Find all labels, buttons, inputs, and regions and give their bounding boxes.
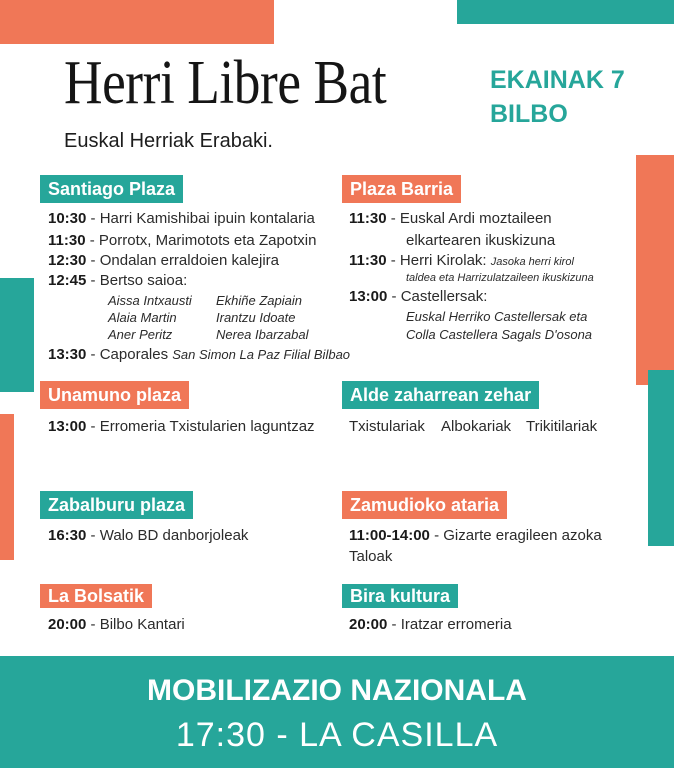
decor-block-top-left [0, 0, 274, 44]
item-text: Castellersak: [400, 288, 488, 305]
event-city: BILBO [490, 100, 568, 128]
decor-block-left-teal [0, 278, 34, 392]
bertsolari-name: Alaia Martin [108, 310, 177, 325]
item-text-continued: elkartearen ikuskizuna [406, 232, 556, 249]
item-text: Bilbo Kantari [99, 616, 185, 633]
group-name: Txistulariak [349, 418, 425, 435]
item-note-continued: Colla Castellera Sagals D'osona [406, 327, 593, 342]
section-title-zabalburu-plaza: Zabalburu plaza [40, 491, 193, 519]
schedule-item: 11:30 - Porrotx, Marimotots eta Zapotxin [48, 232, 317, 249]
item-time: 16:30 [48, 527, 87, 544]
page-subtitle: Euskal Herriak Erabaki. [64, 130, 273, 152]
schedule-item: 12:45 - Bertso saioa: [48, 272, 188, 289]
item-time: 12:30 [48, 252, 87, 269]
schedule-item: 20:00 - Bilbo Kantari [48, 616, 185, 633]
schedule-item: 11:30 - Herri Kirolak: Jasoka herri kirol [349, 252, 574, 269]
item-note: San Simon La Paz Filial Bilbao [172, 347, 351, 362]
item-time: 13:30 [48, 346, 87, 363]
item-text: Walo BD danborjoleak [99, 527, 249, 544]
schedule-item: 13:30 - Caporales San Simon La Paz Filial Bilbao [48, 346, 351, 363]
group-name: Trikitilariak [526, 418, 598, 435]
item-text: Bertso saioa: [99, 272, 188, 289]
section-title-la-bolsatik: La Bolsatik [40, 584, 152, 608]
decor-block-right-teal [648, 370, 674, 546]
bertsolari-name: Aner Peritz [108, 327, 173, 342]
footer-banner [0, 656, 674, 768]
item-note-continued: taldea eta Harrizulatzaileen ikuskizuna [406, 272, 594, 284]
item-time: 11:30 [349, 210, 387, 227]
item-time: 10:30 [48, 210, 87, 227]
item-text: Iratzar erromeria [400, 616, 512, 633]
item-time: 11:00-14:00 [349, 527, 430, 544]
decor-block-top-right [457, 0, 674, 24]
item-text: Porrotx, Marimotots eta Zapotxin [98, 232, 317, 249]
section-title-unamuno-plaza: Unamuno plaza [40, 381, 189, 409]
schedule-item: 13:00 - Erromeria Txistularien laguntzaz [48, 418, 315, 435]
schedule-item: 16:30 - Walo BD danborjoleak [48, 527, 249, 544]
section-title-zamudioko-ataria: Zamudioko ataria [342, 491, 507, 519]
group-name: Albokariak [441, 418, 512, 435]
bertsolari-name: Irantzu Idoate [216, 310, 296, 325]
item-note: Jasoka herri kirol [490, 256, 574, 268]
item-text: Gizarte eragileen azoka [443, 527, 602, 544]
item-text-continued: Taloak [349, 548, 393, 565]
schedule-item: 13:00 - Castellersak: [349, 288, 488, 305]
item-text: Euskal Ardi moztaileen [399, 210, 552, 227]
item-time: 20:00 [48, 616, 87, 633]
item-time: 13:00 [48, 418, 87, 435]
item-time: 12:45 [48, 272, 87, 289]
item-time: 13:00 [349, 288, 388, 305]
decor-block-right-coral [636, 155, 674, 385]
section-title-bira-kultura: Bira kultura [342, 584, 458, 608]
bertsolari-name: Ekhiñe Zapiain [216, 293, 302, 308]
schedule-item: 10:30 - Harri Kamishibai ipuin kontalaria [48, 210, 315, 227]
item-time: 11:30 [349, 252, 387, 269]
event-date: EKAINAK 7 [490, 66, 625, 94]
schedule-item: 12:30 - Ondalan erraldoien kalejira [48, 252, 279, 269]
schedule-item: 11:30 - Euskal Ardi moztaileen [349, 210, 552, 227]
schedule-item: 11:00-14:00 - Gizarte eragileen azoka [349, 527, 602, 544]
footer-time-place: 17:30 - LA CASILLA [175, 716, 499, 754]
decor-block-left-coral [0, 414, 14, 560]
item-text: Caporales [99, 346, 169, 363]
footer-headline: MOBILIZAZIO NAZIONALA [147, 674, 527, 707]
item-text: Ondalan erraldoien kalejira [99, 252, 279, 269]
item-time: 20:00 [349, 616, 388, 633]
bertsolari-name: Nerea Ibarzabal [216, 327, 309, 342]
item-text: Herri Kirolak: [399, 252, 487, 269]
page-title: Herri Libre Bat [64, 49, 387, 117]
section-title-santiago-plaza: Santiago Plaza [40, 175, 183, 203]
section-title-alde-zaharrean: Alde zaharrean zehar [342, 381, 539, 409]
section-title-plaza-barria: Plaza Barria [342, 175, 461, 203]
schedule-item: 20:00 - Iratzar erromeria [349, 616, 512, 633]
item-note: Euskal Herriko Castellersak eta [406, 309, 588, 324]
item-time: 11:30 [48, 232, 86, 249]
item-text: Erromeria Txistularien laguntzaz [99, 418, 315, 435]
item-text: Harri Kamishibai ipuin kontalaria [99, 210, 315, 227]
bertsolari-name: Aissa Intxausti [108, 293, 192, 308]
